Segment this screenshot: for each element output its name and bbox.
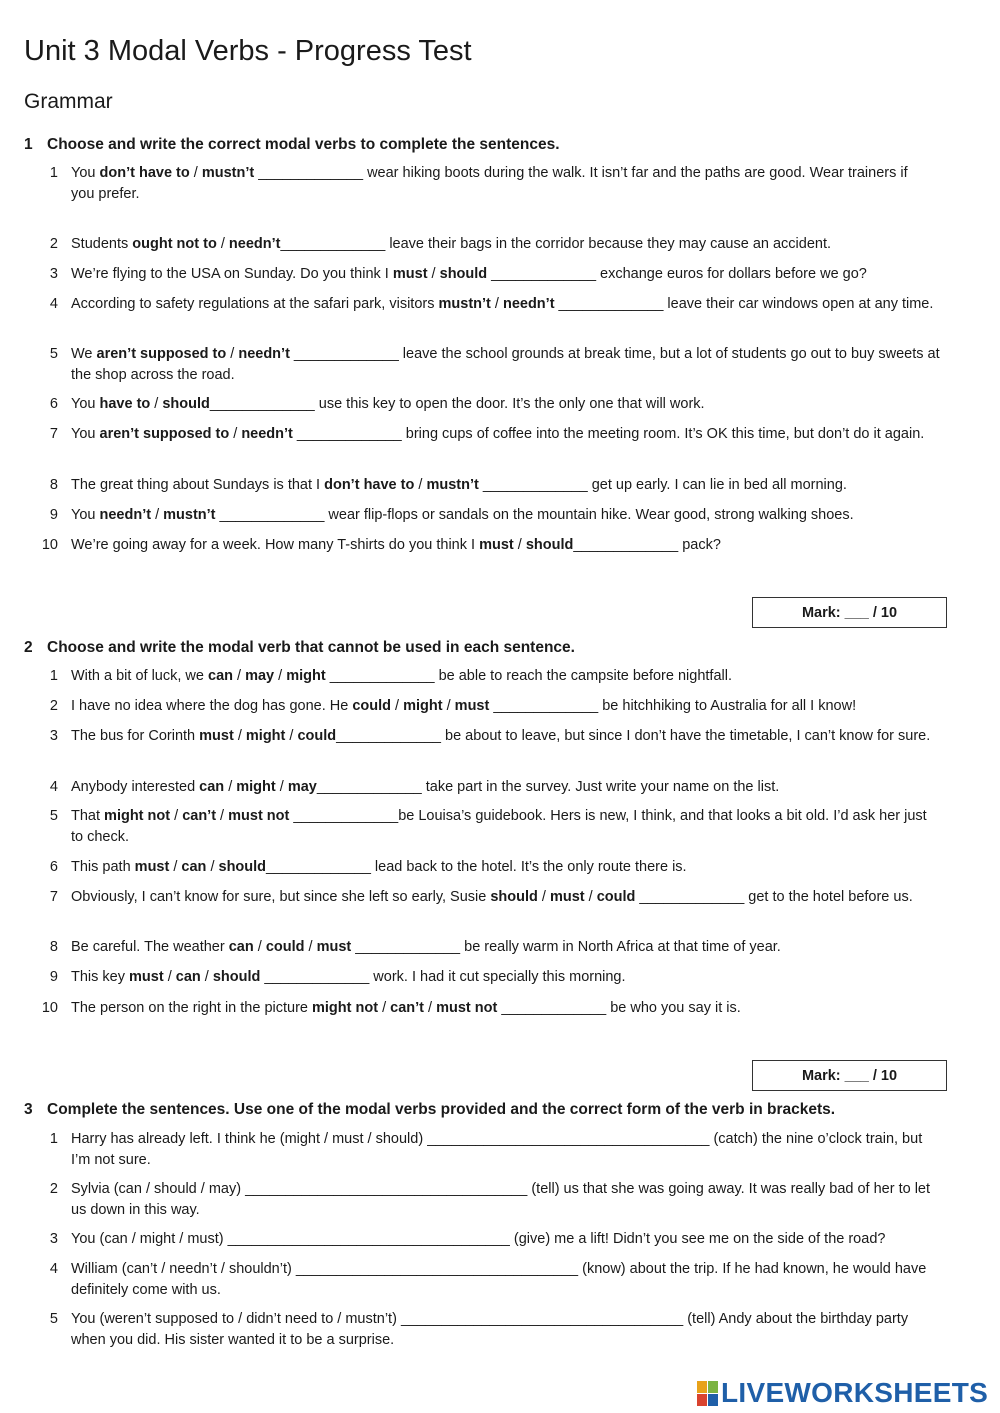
section-number: 2: [24, 639, 33, 656]
item-text: The bus for Corinth must / might / could_____________ be about to leave, but since I don’t have the timetable, I can’t know for sure.: [71, 728, 931, 744]
item-number: 8: [49, 477, 58, 493]
logo-text: LIVEWORKSHEETS: [721, 1377, 989, 1408]
item-number: 2: [49, 1181, 58, 1197]
item-number: 7: [49, 426, 58, 442]
item-number: 8: [49, 939, 58, 955]
item-text: That might not / can’t / must not _____________be Louisa’s guidebook. Hers is new, I think, and that looks a bit old. I’d ask her just to check.: [71, 808, 927, 845]
item-number: 3: [49, 1231, 58, 1247]
item-text: Anybody interested can / might / may_____________ take part in the survey. Just write your name on the list.: [71, 779, 780, 795]
item-text: This path must / can / should_____________ lead back to the hotel. It’s the only route there is.: [71, 859, 687, 875]
section-heading-text: Choose and write the modal verb that cannot be used in each sentence.: [47, 639, 575, 656]
section-1-mark-box: Mark: ___ / 10: [752, 597, 947, 628]
section-1-heading: [24, 135, 954, 155]
item-text: The great thing about Sundays is that I don’t have to / mustn’t _____________ get up early. I can lie in bed all morning.: [71, 477, 847, 493]
section-2-heading: [24, 638, 954, 658]
item-number: 9: [49, 969, 58, 985]
item-text: Students ought not to / needn’t_____________ leave their bags in the corridor because they may cause an accident.: [71, 236, 832, 252]
item-text: Sylvia (can / should / may) ___________________________________ (tell) us that she was going away. It was really bad of her to let us down in this way.: [71, 1181, 931, 1218]
section-number: 3: [24, 1101, 33, 1118]
item-number: 5: [49, 1311, 58, 1327]
item-number: 2: [49, 698, 58, 714]
item-text: You aren’t supposed to / needn’t _____________ bring cups of coffee into the meeting room. It’s OK this time, but don’t do it again.: [71, 426, 925, 442]
item-number: 5: [49, 808, 58, 824]
item-number: 9: [49, 507, 58, 523]
item-text: The person on the right in the picture might not / can’t / must not _____________ be who you say it is.: [71, 1000, 741, 1016]
item-number: 4: [49, 779, 58, 795]
item-number: 10: [41, 537, 58, 553]
item-text: You don’t have to / mustn’t _____________ wear hiking boots during the walk. It isn’t far and the paths are good. Wear trainers if you prefer.: [71, 165, 908, 202]
item-number: 3: [49, 728, 58, 744]
section-2-mark-box: Mark: ___ / 10: [752, 1060, 947, 1091]
logo-badge-icon: [697, 1381, 719, 1407]
item-number: 1: [49, 165, 58, 181]
item-number: 10: [41, 1000, 58, 1016]
page-subtitle: Grammar: [24, 90, 113, 113]
item-text: You (can / might / must) ___________________________________ (give) me a lift! Didn’t you see me on the side of the road?: [71, 1231, 886, 1247]
item-text: This key must / can / should _____________ work. I had it cut specially this morning.: [71, 969, 626, 985]
page-title: Unit 3 Modal Verbs - Progress Test: [24, 35, 472, 67]
section-3-heading: [24, 1100, 954, 1120]
section-number: 1: [24, 136, 33, 153]
section-heading-text: Complete the sentences. Use one of the modal verbs provided and the correct form of the verb in brackets.: [47, 1101, 836, 1118]
item-text: William (can’t / needn’t / shouldn’t) ___________________________________ (know) about the trip. If he had known, he would have definitely come with us.: [71, 1261, 927, 1298]
item-number: 4: [49, 296, 58, 312]
item-number: 6: [49, 396, 58, 412]
item-text: We aren’t supposed to / needn’t _____________ leave the school grounds at break time, but a lot of students go out to buy sweets at the shop across the road.: [71, 346, 940, 383]
item-text: We’re flying to the USA on Sunday. Do you think I must / should _____________ exchange euros for dollars before we go?: [71, 266, 867, 282]
item-number: 4: [49, 1261, 58, 1277]
item-number: 2: [49, 236, 58, 252]
item-number: 6: [49, 859, 58, 875]
item-number: 5: [49, 346, 58, 362]
item-text: You have to / should_____________ use this key to open the door. It’s the only one that will work.: [71, 396, 705, 412]
item-number: 3: [49, 266, 58, 282]
item-number: 1: [49, 1131, 58, 1147]
item-number: 1: [49, 668, 58, 684]
item-text: I have no idea where the dog has gone. He could / might / must _____________ be hitchhiking to Australia for all I know!: [71, 698, 857, 714]
item-text: Obviously, I can’t know for sure, but since she left so early, Susie should / must / could _____________ get to the hotel before us.: [71, 889, 913, 905]
item-number: 7: [49, 889, 58, 905]
liveworksheets-logo[interactable]: [697, 1375, 997, 1411]
item-text: Be careful. The weather can / could / must _____________ be really warm in North Africa at that time of year.: [71, 939, 781, 955]
item-text: We’re going away for a week. How many T-shirts do you think I must / should_____________ pack?: [71, 537, 721, 553]
item-text: According to safety regulations at the safari park, visitors mustn’t / needn’t _____________ leave their car windows open at any time.: [71, 296, 934, 312]
item-text: You needn’t / mustn’t _____________ wear flip-flops or sandals on the mountain hike. Wear good, strong walking shoes.: [71, 507, 854, 523]
item-text: You (weren’t supposed to / didn’t need to / mustn’t) ___________________________________ (tell) Andy about the birthday party when you did. His sister wanted it to be a surprise.: [71, 1311, 909, 1348]
item-text: Harry has already left. I think he (might / must / should) ___________________________________ (catch) the nine o’clock train, but I’m not sure.: [71, 1131, 923, 1168]
section-heading-text: Choose and write the correct modal verbs to complete the sentences.: [47, 136, 560, 153]
item-text: With a bit of luck, we can / may / might _____________ be able to reach the campsite before nightfall.: [71, 668, 732, 684]
